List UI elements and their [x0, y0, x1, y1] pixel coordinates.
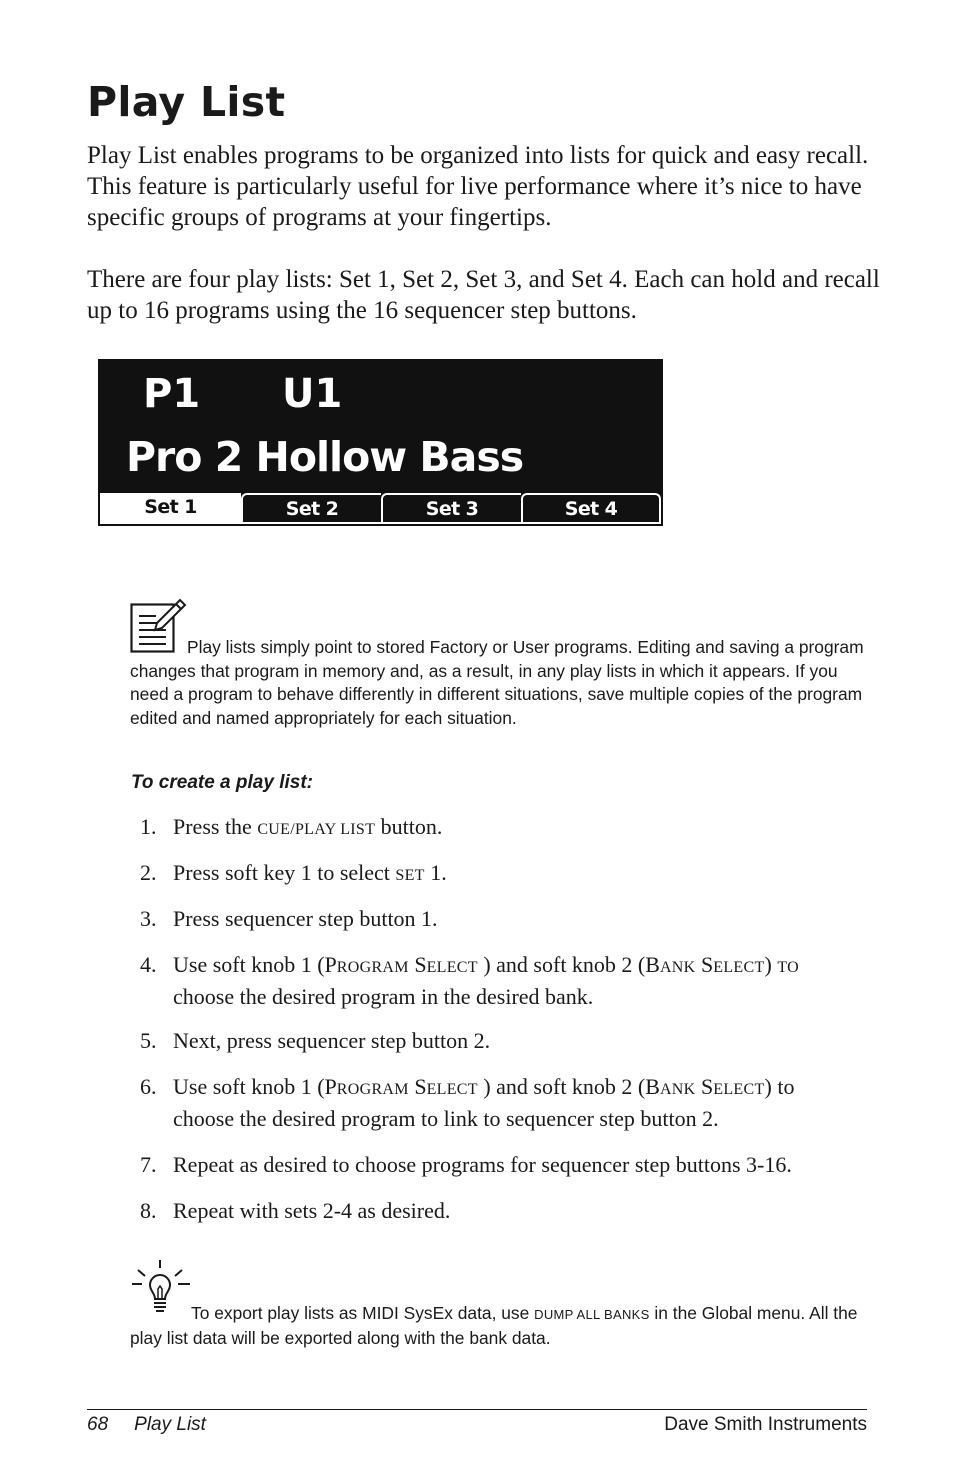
procedure-heading: To create a play list:	[131, 772, 313, 793]
tab-set-4[interactable]: Set 4	[521, 493, 661, 524]
intro-paragraph-2: There are four play lists: Set 1, Set 2, Set 3, and Set 4. Each can hold and recall up to 16 programs using the 16 sequencer step buttons.	[87, 266, 880, 324]
list-item: 7. Repeat as desired to choose programs for sequencer step buttons 3-16.	[140, 1152, 792, 1177]
list-item: 1. Press the CUE/PLAY LIST button.	[140, 814, 443, 839]
page-number: 68	[87, 1414, 109, 1435]
list-item: 5. Next, press sequencer step button 2.	[140, 1028, 491, 1053]
list-item: 8. Repeat with sets 2-4 as desired.	[140, 1198, 451, 1223]
list-item: 2. Press soft key 1 to select SET 1.	[140, 860, 447, 885]
footer-page-info	[87, 1413, 206, 1437]
list-item: 4. Use soft knob 1 (PROGRAM SELECT ) and soft knob 2 (BANK SELECT) TO choose the desired program in the desired bank.	[140, 952, 799, 1009]
footer-brand: Dave Smith Instruments	[664, 1414, 867, 1435]
list-item: 3. Press sequencer step button 1.	[140, 906, 438, 931]
tab-set-1[interactable]: Set 1	[100, 493, 241, 524]
note-text: Play lists simply point to stored Factory or User programs. Editing and saving a program changes that program in memory and, as a result, in any play lists in which it appears. If you need a program to behave differently in different situations, save multiple copies of the program edited and named appropriately for each situation.	[130, 637, 864, 728]
lcd-set-tabs	[100, 493, 661, 524]
lcd-bank-number: U1	[282, 371, 343, 417]
list-item: 6. Use soft knob 1 (PROGRAM SELECT ) and soft knob 2 (BANK SELECT) to choose the desired program to link to sequencer step button 2.	[140, 1074, 795, 1131]
tab-set-2[interactable]: Set 2	[241, 493, 381, 524]
page-title: Play List	[87, 78, 286, 126]
lcd-display	[98, 359, 663, 526]
footer-section: Play List	[134, 1414, 206, 1435]
lcd-program-name: Pro 2 Hollow Bass	[126, 433, 524, 481]
footer-divider	[87, 1409, 867, 1410]
tip-text: To export play lists as MIDI SysEx data, use DUMP ALL BANKS in the Global menu. All the play list data will be exported along with the bank data.	[130, 1303, 858, 1348]
intro-paragraph-1: Play List enables programs to be organized into lists for quick and easy recall. This feature is particularly useful for live performance where it’s nice to have specific groups of programs at your fingertips.	[87, 142, 869, 231]
lcd-program-number: P1	[143, 371, 201, 417]
tab-set-3[interactable]: Set 3	[381, 493, 521, 524]
